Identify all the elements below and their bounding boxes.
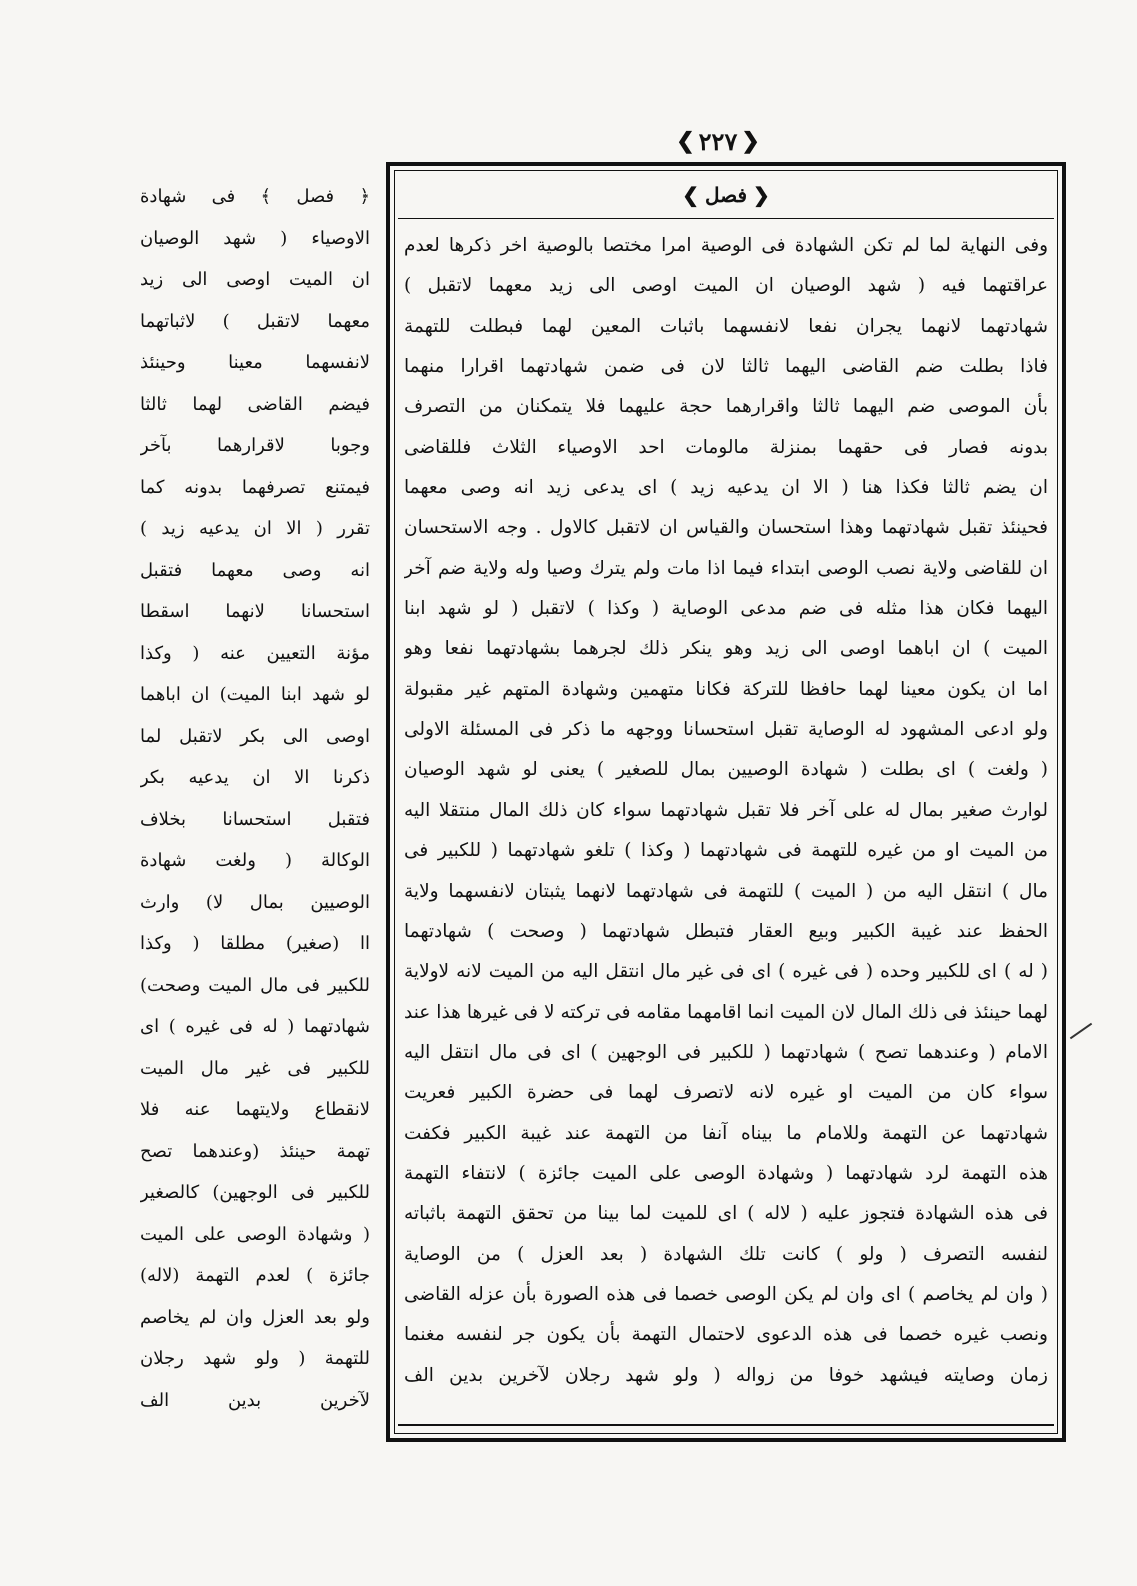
text-line: اا (صغير) مطلقا ( وكذا	[140, 933, 370, 954]
pen-mark	[1070, 1023, 1092, 1040]
section-heading	[400, 178, 1052, 212]
heading-divider	[398, 218, 1054, 219]
text-line: فحينئذ تقبل شهادتهما وهذا استحسان والقياس ان لاتقبل كالاول . وجه الاستحسان	[404, 517, 1048, 539]
text-line: لوارث صغير بمال له على آخر فلا تقبل شهادتهما سواء كان ذلك المال منتقلا اليه	[404, 799, 1048, 821]
text-line: وجوبا لاقرارهما بآخر	[140, 435, 370, 456]
text-line: فيمتنع تصرفهما بدونه كما	[140, 476, 370, 498]
text-line: ولو بعد العزل وان لم يخاصم	[140, 1306, 370, 1328]
text-line: زمان وصايته فيشهد خوفا من زواله ( ولو شهد رجلان لآخرين بدين الف	[404, 1364, 1048, 1386]
text-line: لنفسه التصرف ( ولو ) كانت تلك الشهادة ( بعد العزل ) من الوصاية	[404, 1243, 1048, 1265]
text-line: فتقبل استحسانا بخلاف	[140, 808, 370, 830]
text-line: الاوصياء ( شهد الوصيان	[140, 227, 370, 249]
text-line: من الميت او من غيره للتهمة فى شهادتهما ( وكذا ) تلغو شهادتهما ( للكبير فى	[404, 840, 1048, 862]
text-line: ولو ادعى المشهود له الوصاية تقبل استحسانا ووجهه ما ذكر فى المسئلة الاولى	[404, 719, 1048, 741]
ornament-left: ❮	[676, 128, 695, 154]
text-line: الامام ( وعندهما تصح ) شهادتهما ( للكبير فى الوجهين ) اى فى مال انتقل اليه	[404, 1041, 1048, 1063]
text-line: اليهما فكان هذا مثله فى ضم مدعى الوصاية ( وكذا ) لاتقبل ( لو شهد ابنا	[404, 598, 1048, 620]
text-line: ان يضم ثالثا فكذا هنا ( الا ان يدعيه زيد ) اى يدعى زيد انه وصى معهما	[404, 477, 1048, 499]
text-line: شهادتهما لانهما يجران نفعا لانفسهما باثبات المعين لهما فبطلت للتهمة	[404, 315, 1048, 337]
heading-ornament-left: ❮	[682, 183, 699, 207]
page-number-text: ٢٢٧	[698, 126, 738, 156]
ornament-right: ❯	[741, 128, 760, 154]
section-heading-text: فصل	[704, 183, 748, 207]
text-line: للكبير فى الوجهين) كالصغير	[140, 1182, 370, 1203]
text-line: ( ولغت ) اى بطلت ( شهادة الوصيين بمال للصغير ) يعنى لو شهد الوصيان	[404, 759, 1048, 781]
text-line: معهما لاتقبل ) لاثباتهما	[140, 310, 370, 332]
main-text-frame	[386, 162, 1066, 1442]
bottom-divider	[398, 1424, 1054, 1426]
text-line: ان للقاضى ولاية نصب الوصى ابتداء فيما اذا مات ولم يترك وصيا وله ولاية ضم آخر	[404, 557, 1048, 579]
text-line: هذه التهمة لرد شهادتهما ( وشهادة الوصى على الميت جائزة ) لانتفاء التهمة	[404, 1162, 1048, 1184]
text-line: للكبير فى غير مال الميت	[140, 1057, 370, 1079]
text-line: ذكرنا الا ان يدعيه بكر	[140, 767, 370, 788]
text-line: اوصى الى بكر لاتقبل لما	[140, 725, 370, 747]
text-line: استحسانا لانهما اسقطا	[140, 601, 370, 622]
text-line: فى هذه الشهادة فتجوز عليه ( لاله ) اى للميت لما بينا من تحقق التهمة باثباته	[404, 1203, 1048, 1225]
text-line: وفى النهاية لما لم تكن الشهادة فى الوصية امرا مختصا بالوصية اخر ذكرها لعدم	[404, 235, 1048, 256]
heading-ornament-right: ❯	[753, 183, 770, 207]
text-line: ( له ) اى للكبير وحده ( فى غيره ) اى فى غير مال انتقل اليه من الميت لانه لاولاية	[404, 961, 1048, 983]
text-line: ( وشهادة الوصى على الميت	[140, 1223, 370, 1245]
text-line: عراقتهما فيه ( شهد الوصيان ان الميت اوصى الى زيد معهما لاتقبل )	[404, 275, 1048, 297]
text-line: شهادتهما ( له فى غيره ) اى	[140, 1016, 370, 1037]
text-line: ان الميت اوصى الى زيد	[140, 269, 370, 290]
text-line: للتهمة ( ولو شهد رجلان	[140, 1348, 370, 1369]
text-line: بدونه فصار فى حقهما بمنزلة مالومات احد الاوصياء الثلاث فللقاضى	[404, 436, 1048, 458]
text-line: تهمة حينئذ (وعندهما تصح	[140, 1140, 370, 1162]
text-line: لو شهد ابنا الميت) ان اباهما	[140, 684, 370, 705]
text-line: تقرر ( الا ان يدعيه زيد )	[140, 518, 370, 539]
text-line: لانقطاع ولايتهما عنه فلا	[140, 1099, 370, 1120]
text-line: لآخرين بدين الف	[140, 1389, 370, 1411]
text-line: الحفظ عند غيبة الكبير وبيع العقار فتبطل شهادتهما ( وصحت ) شهادتهما	[404, 920, 1048, 942]
text-line: لهما حينئذ فى ذلك المال لان الميت انما اقامهما مقامه فى تركته لا فى غيرها هذا عند	[404, 1001, 1048, 1023]
text-line: للكبير فى مال الميت وصحت)	[140, 974, 370, 996]
text-line: اما ان يكون معينا لهما حافظا للتركة فكانا متهمين وشهادة المتهم غير مقبولة	[404, 678, 1048, 700]
text-line: ( وان لم يخاصم ) اى وان لم يكن الوصى خصما فى هذه الصورة بأن عزله القاضى	[404, 1283, 1048, 1305]
text-line: مال ) انتقل اليه من ( الميت ) للتهمة فى شهادتهما لانهما يثبتان لانفسهما ولاية	[404, 880, 1048, 902]
text-line: شهادتهما عن التهمة وللامام ما بيناه آنفا من التهمة عند غيبة الكبير فكفت	[404, 1122, 1048, 1144]
text-line: بأن الموصى ضم اليهما ثالثا واقرارهما حجة عليهما فلا يتمكنان من التصرف	[404, 396, 1048, 418]
text-line: ﴿ فصل ﴾ فى شهادة	[140, 186, 370, 207]
text-line: الوكالة ( ولغت شهادة	[140, 850, 370, 871]
text-line: جائزة ) لعدم التهمة (لاله)	[140, 1265, 370, 1286]
text-line: فيضم القاضى لهما ثالثا	[140, 393, 370, 415]
main-text-body	[404, 226, 1048, 1396]
text-line: فاذا بطلت ضم القاضى اليهما ثالثا لان فى ضمن شهادتهما اقرارا منهما	[404, 356, 1048, 378]
text-line: الوصيين بمال لا) وارث	[140, 891, 370, 913]
text-line: لانفسهما معينا وحينئذ	[140, 352, 370, 373]
text-line: سواء كان من الميت او غيره لانه لاتصرف لهما فى حضرة الكبير فعريت	[404, 1082, 1048, 1104]
page-number	[648, 122, 788, 160]
text-line: مؤنة التعيين عنه ( وكذا	[140, 642, 370, 664]
text-line: انه وصى معهما فتقبل	[140, 559, 370, 581]
text-line: ونصب غيره خصما فى هذه الدعوى لاحتمال التهمة بأن يكون جر لنفسه مغنما	[404, 1324, 1048, 1346]
margin-commentary	[140, 176, 370, 1421]
text-line: الميت ) ان اباهما اوصى الى زيد وهو ينكر ذلك لجرهما بشهادتهما نفعا وهو	[404, 638, 1048, 660]
